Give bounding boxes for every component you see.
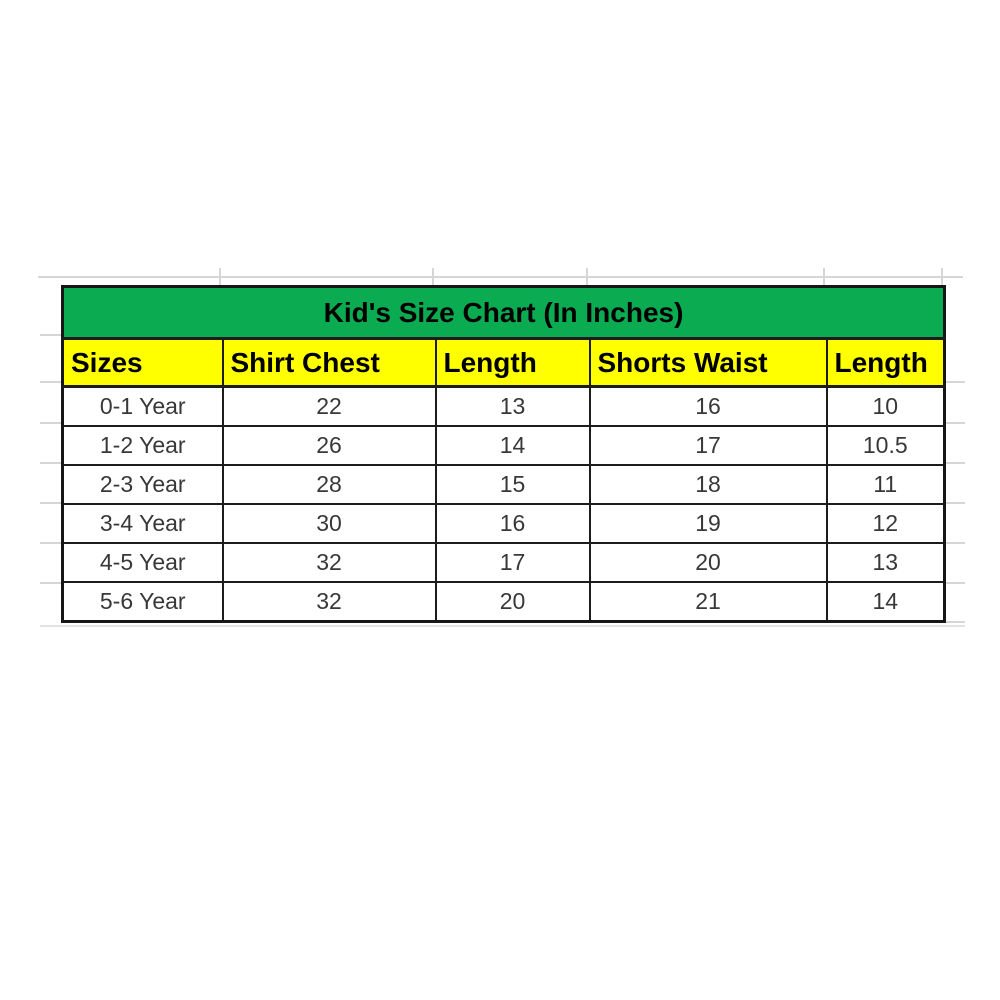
- excel-gridline: [40, 334, 61, 336]
- excel-gridline: [40, 582, 61, 584]
- shorts-length-value: 11: [827, 465, 945, 504]
- excel-gridline: [943, 582, 965, 584]
- shorts-waist-value: 18: [590, 465, 827, 504]
- size-chart-table: [61, 285, 946, 623]
- shorts-waist-value: 17: [590, 426, 827, 465]
- size-label: 1-2 Year: [63, 426, 223, 465]
- table-title: Kid's Size Chart (In Inches): [63, 287, 945, 339]
- shirt-chest-value: 30: [223, 504, 436, 543]
- shorts-length-value: 13: [827, 543, 945, 582]
- table-header-row: [63, 339, 945, 387]
- excel-gridline: [823, 268, 825, 285]
- size-label: 3-4 Year: [63, 504, 223, 543]
- excel-gridline: [40, 502, 61, 504]
- size-label: 5-6 Year: [63, 582, 223, 622]
- table-row: [63, 543, 945, 582]
- shorts-waist-value: 16: [590, 387, 827, 427]
- size-label: 0-1 Year: [63, 387, 223, 427]
- shirt-length-value: 13: [436, 387, 590, 427]
- column-header-length-shorts: Length: [827, 339, 945, 387]
- excel-gridline: [586, 268, 588, 285]
- column-header-length-shirt: Length: [436, 339, 590, 387]
- shirt-length-value: 16: [436, 504, 590, 543]
- table-title-row: [63, 287, 945, 339]
- shirt-length-value: 14: [436, 426, 590, 465]
- column-header-sizes: Sizes: [63, 339, 223, 387]
- excel-gridline: [40, 462, 61, 464]
- excel-gridline: [943, 422, 965, 424]
- excel-gridline: [40, 542, 61, 544]
- column-header-shorts-waist: Shorts Waist: [590, 339, 827, 387]
- size-label: 2-3 Year: [63, 465, 223, 504]
- shorts-length-value: 12: [827, 504, 945, 543]
- shorts-waist-value: 19: [590, 504, 827, 543]
- excel-gridline: [943, 462, 965, 464]
- shorts-length-value: 10.5: [827, 426, 945, 465]
- shirt-chest-value: 22: [223, 387, 436, 427]
- excel-gridline: [941, 268, 943, 285]
- size-label: 4-5 Year: [63, 543, 223, 582]
- shorts-waist-value: 20: [590, 543, 827, 582]
- excel-gridline: [219, 268, 221, 285]
- excel-gridline: [943, 542, 965, 544]
- shorts-length-value: 10: [827, 387, 945, 427]
- table-row: [63, 465, 945, 504]
- shirt-length-value: 15: [436, 465, 590, 504]
- shirt-chest-value: 32: [223, 543, 436, 582]
- column-header-shirt-chest: Shirt Chest: [223, 339, 436, 387]
- excel-gridline: [40, 422, 61, 424]
- excel-gridline: [943, 621, 965, 623]
- excel-gridline: [943, 381, 965, 383]
- excel-gridline: [40, 381, 61, 383]
- shirt-length-value: 20: [436, 582, 590, 622]
- shorts-length-value: 14: [827, 582, 945, 622]
- shirt-length-value: 17: [436, 543, 590, 582]
- excel-gridline: [432, 268, 434, 285]
- table-row: [63, 387, 945, 427]
- table-row: [63, 504, 945, 543]
- excel-gridline: [40, 625, 965, 627]
- table-row: [63, 582, 945, 622]
- shorts-waist-value: 21: [590, 582, 827, 622]
- excel-gridline: [943, 502, 965, 504]
- shirt-chest-value: 26: [223, 426, 436, 465]
- shirt-chest-value: 32: [223, 582, 436, 622]
- table-row: [63, 426, 945, 465]
- shirt-chest-value: 28: [223, 465, 436, 504]
